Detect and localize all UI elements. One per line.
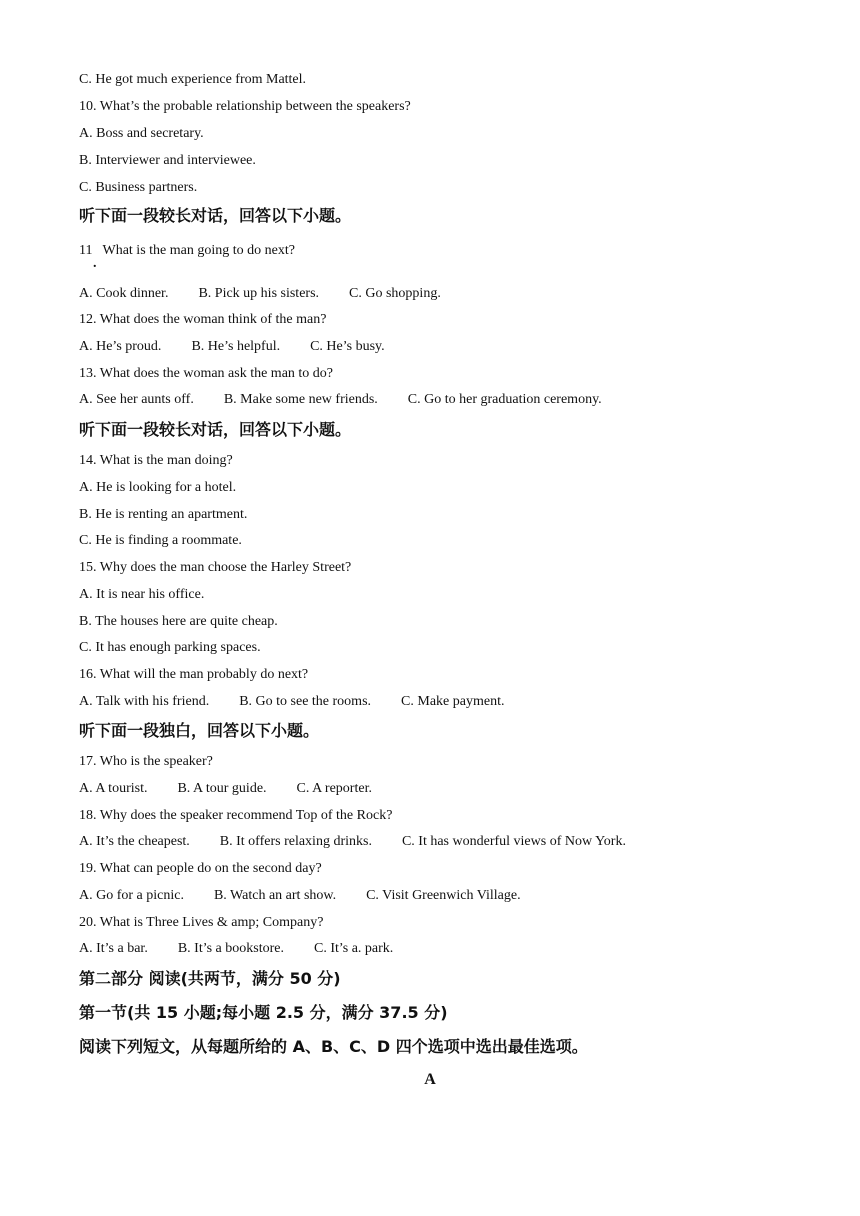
q19-option-b: B. Watch an art show. xyxy=(213,888,337,903)
q11-option-b: B. Pick up his sisters. xyxy=(198,286,320,301)
q12-question: 12. What does the woman think of the man? xyxy=(79,312,327,327)
instruction: 阅读下列短文，从每题所给的 A、B、C、D 四个选项中选出最佳选项。 xyxy=(79,1037,588,1056)
q20-option-a: A. It’s a bar. xyxy=(79,941,148,956)
q16-options xyxy=(79,693,504,711)
q18-options xyxy=(79,833,626,851)
q10-option-a: A. Boss and secretary. xyxy=(79,126,204,141)
q11-options xyxy=(79,285,441,303)
q10-question: 10. What’s the probable relationship between the speakers? xyxy=(79,99,411,114)
q11-number: 11 xyxy=(79,243,93,258)
q16-option-c: C. Make payment. xyxy=(401,694,505,709)
q12-options xyxy=(79,338,385,356)
q13-options xyxy=(79,391,602,409)
q20-option-b: B. It’s a bookstore. xyxy=(177,941,284,956)
q15-option-c: C. It has enough parking spaces. xyxy=(79,640,261,655)
q11-dot: . xyxy=(93,256,97,271)
q18-option-a: A. It’s the cheapest. xyxy=(79,834,190,849)
q13-question: 13. What does the woman ask the man to do? xyxy=(79,366,334,381)
section-heading-2: 听下面一段较长对话，回答以下小题。 xyxy=(79,420,352,439)
section1-heading: 第一节(共 15 小题;每小题 2.5 分，满分 37.5 分) xyxy=(79,1003,448,1022)
q13-option-c: C. Go to her graduation ceremony. xyxy=(407,392,602,407)
passage-label: A xyxy=(424,1071,436,1088)
q15-option-b: B. The houses here are quite cheap. xyxy=(79,614,278,629)
q18-option-b: B. It offers relaxing drinks. xyxy=(219,834,372,849)
q20-option-c: C. It’s a. park. xyxy=(313,941,394,956)
q20-question: 20. What is Three Lives & amp; Company? xyxy=(79,915,324,930)
q11-question: What is the man going to do next? xyxy=(102,243,295,258)
q14-question: 14. What is the man doing? xyxy=(79,453,233,468)
q17-option-a: A. A tourist. xyxy=(79,781,148,796)
q17-option-c: C. A reporter. xyxy=(296,781,372,796)
q17-question: 17. Who is the speaker? xyxy=(79,754,213,769)
q11-option-a: A. Cook dinner. xyxy=(79,286,169,301)
q19-question: 19. What can people do on the second day? xyxy=(79,861,322,876)
q15-question: 15. Why does the man choose the Harley Street? xyxy=(79,560,352,575)
q15-option-a: A. It is near his office. xyxy=(79,587,205,602)
q20-options xyxy=(79,940,393,958)
q19-option-c: C. Visit Greenwich Village. xyxy=(366,888,521,903)
q12-option-a: A. He’s proud. xyxy=(79,339,162,354)
q10-option-c: C. Business partners. xyxy=(79,180,198,195)
q10-option-b: B. Interviewer and interviewee. xyxy=(79,153,256,168)
q16-option-a: A. Talk with his friend. xyxy=(79,694,210,709)
q18-option-c: C. It has wonderful views of Now York. xyxy=(401,834,626,849)
q12-option-b: B. He’s helpful. xyxy=(191,339,281,354)
q19-option-a: A. Go for a picnic. xyxy=(79,888,184,903)
q12-option-c: C. He’s busy. xyxy=(310,339,385,354)
part2-heading: 第二部分 阅读(共两节，满分 50 分) xyxy=(79,969,341,988)
q17-options xyxy=(79,780,372,798)
q11-option-c: C. Go shopping. xyxy=(349,286,441,301)
section-heading-1: 听下面一段较长对话，回答以下小题。 xyxy=(79,206,352,225)
q9-option-c: C. He got much experience from Mattel. xyxy=(79,72,307,87)
q13-option-a: A. See her aunts off. xyxy=(79,392,194,407)
section-heading-3: 听下面一段独白，回答以下小题。 xyxy=(79,721,320,740)
q16-question: 16. What will the man probably do next? xyxy=(79,667,309,682)
q14-option-c: C. He is finding a roommate. xyxy=(79,533,242,548)
q14-option-b: B. He is renting an apartment. xyxy=(79,507,248,522)
q14-option-a: A. He is looking for a hotel. xyxy=(79,480,237,495)
q19-options xyxy=(79,887,521,905)
q11-question-line xyxy=(79,242,295,260)
q16-option-b: B. Go to see the rooms. xyxy=(239,694,372,709)
q17-option-b: B. A tour guide. xyxy=(177,781,267,796)
q18-question: 18. Why does the speaker recommend Top of the Rock? xyxy=(79,808,393,823)
q13-option-b: B. Make some new friends. xyxy=(223,392,378,407)
